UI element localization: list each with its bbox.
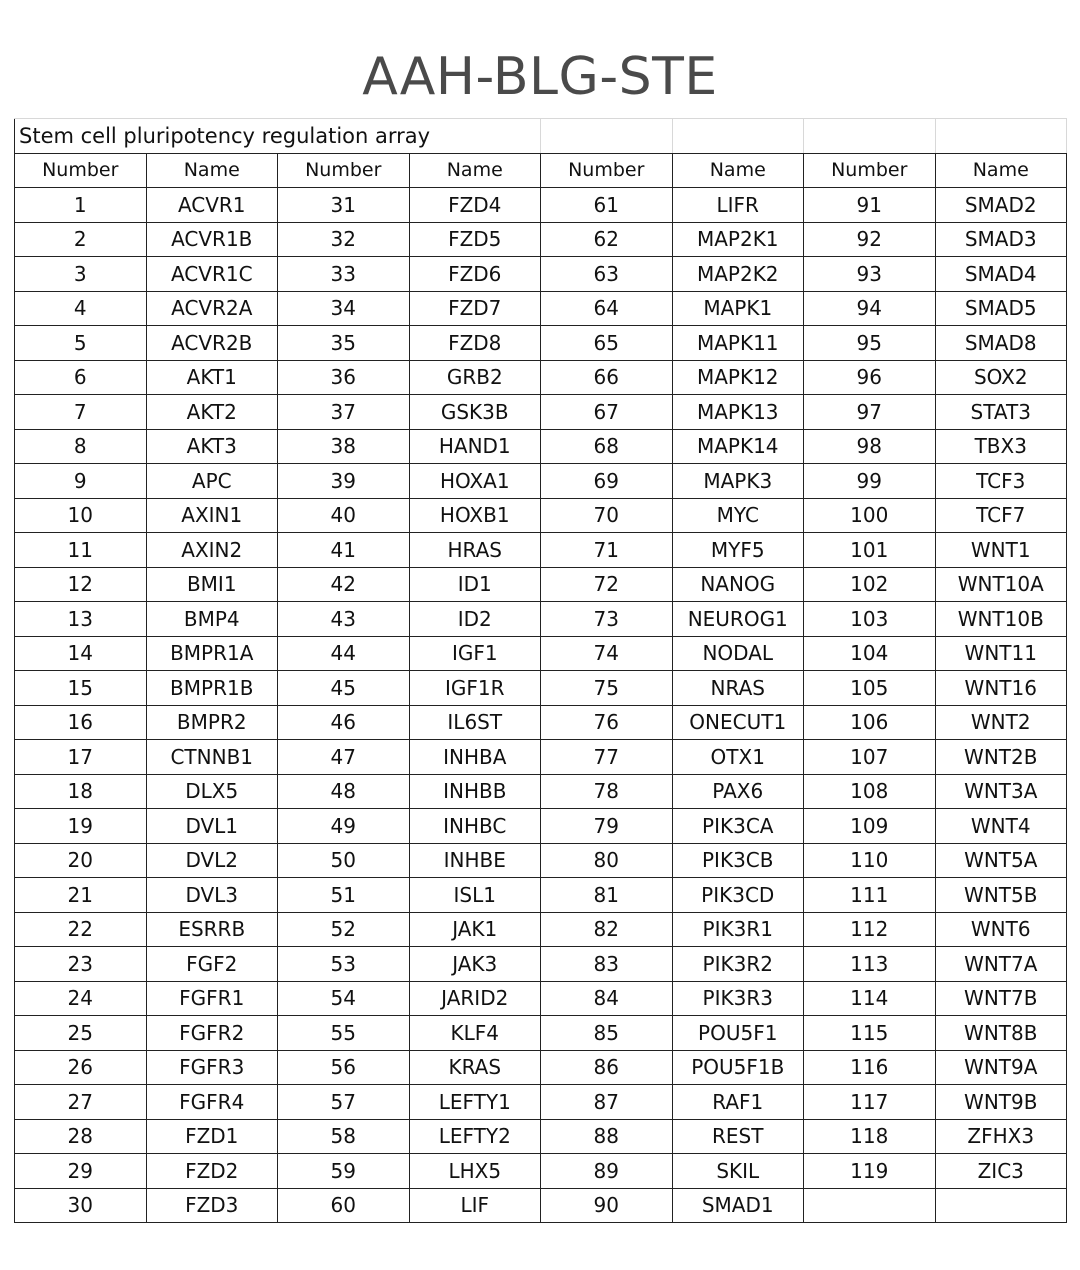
gene-name-cell: BMI1 (146, 567, 278, 602)
number-cell: 28 (15, 1119, 147, 1154)
gene-name-cell: IGF1R (409, 671, 541, 706)
number-cell: 58 (278, 1119, 410, 1154)
gene-name-cell: IGF1 (409, 636, 541, 671)
gene-name-cell: AKT1 (146, 360, 278, 395)
gene-name-cell: ID1 (409, 567, 541, 602)
gene-name-cell: FGF2 (146, 947, 278, 982)
number-cell: 80 (541, 843, 673, 878)
number-cell: 3 (15, 257, 147, 292)
number-cell: 54 (278, 981, 410, 1016)
number-cell: 84 (541, 981, 673, 1016)
number-cell: 10 (15, 498, 147, 533)
table-row (15, 1154, 1067, 1189)
gene-name-cell: SMAD5 (935, 291, 1067, 326)
gene-name-cell: ESRRB (146, 912, 278, 947)
number-cell: 15 (15, 671, 147, 706)
gene-name-cell: INHBA (409, 740, 541, 775)
number-cell: 73 (541, 602, 673, 637)
number-cell: 66 (541, 360, 673, 395)
number-cell: 1 (15, 188, 147, 223)
gene-name-cell: ACVR1B (146, 222, 278, 257)
gene-name-cell: MAPK11 (672, 326, 804, 361)
number-cell: 51 (278, 878, 410, 913)
table-row (15, 395, 1067, 430)
gene-name-cell: SKIL (672, 1154, 804, 1189)
gene-name-cell: CTNNB1 (146, 740, 278, 775)
number-cell: 48 (278, 774, 410, 809)
gene-name-cell: FZD1 (146, 1119, 278, 1154)
gene-name-cell: WNT2B (935, 740, 1067, 775)
column-header: Number (541, 153, 673, 188)
gene-name-cell: WNT5B (935, 878, 1067, 913)
table-row (15, 740, 1067, 775)
number-cell: 90 (541, 1188, 673, 1223)
gene-name-cell: WNT11 (935, 636, 1067, 671)
gene-name-cell: FGFR2 (146, 1016, 278, 1051)
number-cell: 96 (804, 360, 936, 395)
number-cell: 38 (278, 429, 410, 464)
number-cell: 104 (804, 636, 936, 671)
number-cell: 40 (278, 498, 410, 533)
table-row (15, 878, 1067, 913)
gene-name-cell: HOXA1 (409, 464, 541, 499)
number-cell: 117 (804, 1085, 936, 1120)
gene-name-cell: AKT3 (146, 429, 278, 464)
gene-name-cell: WNT1 (935, 533, 1067, 568)
number-cell: 18 (15, 774, 147, 809)
gene-name-cell: ZFHX3 (935, 1119, 1067, 1154)
gene-name-cell: LEFTY2 (409, 1119, 541, 1154)
number-cell: 7 (15, 395, 147, 430)
table-row (15, 602, 1067, 637)
gene-name-cell: STAT3 (935, 395, 1067, 430)
table-row (15, 705, 1067, 740)
gene-name-cell: MAPK13 (672, 395, 804, 430)
number-cell: 72 (541, 567, 673, 602)
gene-name-cell: WNT7B (935, 981, 1067, 1016)
gene-name-cell: PIK3R3 (672, 981, 804, 1016)
number-cell: 25 (15, 1016, 147, 1051)
table-row (15, 464, 1067, 499)
gene-name-cell: LIF (409, 1188, 541, 1223)
gene-name-cell: KRAS (409, 1050, 541, 1085)
table-row (15, 809, 1067, 844)
gene-name-cell: MAPK1 (672, 291, 804, 326)
gene-name-cell: PIK3CD (672, 878, 804, 913)
number-cell: 116 (804, 1050, 936, 1085)
number-cell: 17 (15, 740, 147, 775)
number-cell: 97 (804, 395, 936, 430)
number-cell: 76 (541, 705, 673, 740)
table-row (15, 567, 1067, 602)
number-cell: 100 (804, 498, 936, 533)
gene-name-cell: SMAD4 (935, 257, 1067, 292)
number-cell: 9 (15, 464, 147, 499)
caption-row (15, 119, 1067, 154)
gene-name-cell: HOXB1 (409, 498, 541, 533)
number-cell: 94 (804, 291, 936, 326)
table-caption: Stem cell pluripotency regulation array (15, 119, 541, 154)
number-cell: 61 (541, 188, 673, 223)
number-cell: 115 (804, 1016, 936, 1051)
column-header: Name (409, 153, 541, 188)
number-cell: 45 (278, 671, 410, 706)
column-header: Number (15, 153, 147, 188)
table-row (15, 1085, 1067, 1120)
gene-name-cell: FZD4 (409, 188, 541, 223)
page-title: AAH-BLG-STE (362, 47, 718, 107)
gene-name-cell: PIK3CB (672, 843, 804, 878)
number-cell: 77 (541, 740, 673, 775)
gene-name-cell: WNT10A (935, 567, 1067, 602)
gene-name-cell: WNT9B (935, 1085, 1067, 1120)
gene-name-cell: FZD5 (409, 222, 541, 257)
number-cell: 35 (278, 326, 410, 361)
gene-name-cell: FZD6 (409, 257, 541, 292)
gene-name-cell: PAX6 (672, 774, 804, 809)
number-cell: 60 (278, 1188, 410, 1223)
table-row (15, 1188, 1067, 1223)
number-cell: 78 (541, 774, 673, 809)
number-cell: 55 (278, 1016, 410, 1051)
number-cell: 109 (804, 809, 936, 844)
table-row (15, 188, 1067, 223)
gene-name-cell: NODAL (672, 636, 804, 671)
number-cell: 99 (804, 464, 936, 499)
gene-name-cell: NRAS (672, 671, 804, 706)
number-cell: 11 (15, 533, 147, 568)
gene-name-cell: ID2 (409, 602, 541, 637)
gene-name-cell: PIK3R1 (672, 912, 804, 947)
gene-name-cell: WNT5A (935, 843, 1067, 878)
table-row (15, 1119, 1067, 1154)
gene-name-cell: WNT16 (935, 671, 1067, 706)
number-cell: 68 (541, 429, 673, 464)
gene-name-cell: LIFR (672, 188, 804, 223)
number-cell: 62 (541, 222, 673, 257)
gene-name-cell: FZD7 (409, 291, 541, 326)
gene-name-cell: LEFTY1 (409, 1085, 541, 1120)
number-cell: 39 (278, 464, 410, 499)
gene-name-cell: IL6ST (409, 705, 541, 740)
gene-name-cell: PIK3R2 (672, 947, 804, 982)
gene-name-cell: BMPR1B (146, 671, 278, 706)
number-cell: 13 (15, 602, 147, 637)
number-cell: 101 (804, 533, 936, 568)
table-row (15, 360, 1067, 395)
number-cell: 79 (541, 809, 673, 844)
number-cell: 29 (15, 1154, 147, 1189)
gene-name-cell: PIK3CA (672, 809, 804, 844)
number-cell: 75 (541, 671, 673, 706)
column-header: Number (804, 153, 936, 188)
gene-name-cell: GSK3B (409, 395, 541, 430)
gene-name-cell: WNT6 (935, 912, 1067, 947)
table-row (15, 498, 1067, 533)
column-header: Name (935, 153, 1067, 188)
number-cell: 34 (278, 291, 410, 326)
number-cell: 47 (278, 740, 410, 775)
gene-name-cell: DVL1 (146, 809, 278, 844)
gene-name-cell: FZD2 (146, 1154, 278, 1189)
number-cell: 83 (541, 947, 673, 982)
number-cell: 67 (541, 395, 673, 430)
gene-name-cell: JAK3 (409, 947, 541, 982)
gene-name-cell: HAND1 (409, 429, 541, 464)
empty-cell (935, 119, 1067, 154)
gene-name-cell: ACVR1C (146, 257, 278, 292)
gene-name-cell: AXIN1 (146, 498, 278, 533)
number-cell: 102 (804, 567, 936, 602)
gene-name-cell (935, 1188, 1067, 1223)
gene-name-cell: MAPK14 (672, 429, 804, 464)
gene-name-cell: FGFR3 (146, 1050, 278, 1085)
table-row (15, 257, 1067, 292)
number-cell: 92 (804, 222, 936, 257)
gene-name-cell: DVL3 (146, 878, 278, 913)
table-body (15, 119, 1067, 1223)
number-cell: 36 (278, 360, 410, 395)
number-cell: 69 (541, 464, 673, 499)
gene-name-cell: WNT10B (935, 602, 1067, 637)
number-cell: 56 (278, 1050, 410, 1085)
number-cell: 91 (804, 188, 936, 223)
number-cell: 42 (278, 567, 410, 602)
gene-name-cell: POU5F1B (672, 1050, 804, 1085)
gene-name-cell: SMAD2 (935, 188, 1067, 223)
number-cell: 85 (541, 1016, 673, 1051)
number-cell: 23 (15, 947, 147, 982)
number-cell: 88 (541, 1119, 673, 1154)
number-cell: 20 (15, 843, 147, 878)
number-cell: 33 (278, 257, 410, 292)
gene-name-cell: MAPK3 (672, 464, 804, 499)
number-cell: 37 (278, 395, 410, 430)
number-cell: 81 (541, 878, 673, 913)
gene-name-cell: WNT9A (935, 1050, 1067, 1085)
gene-name-cell: AKT2 (146, 395, 278, 430)
gene-name-cell: FGFR1 (146, 981, 278, 1016)
gene-array-table (14, 118, 1067, 1223)
table-row (15, 981, 1067, 1016)
number-cell: 110 (804, 843, 936, 878)
number-cell: 43 (278, 602, 410, 637)
gene-name-cell: SMAD3 (935, 222, 1067, 257)
number-cell: 86 (541, 1050, 673, 1085)
number-cell: 65 (541, 326, 673, 361)
column-header: Number (278, 153, 410, 188)
number-cell: 93 (804, 257, 936, 292)
number-cell: 32 (278, 222, 410, 257)
number-cell: 98 (804, 429, 936, 464)
number-cell: 89 (541, 1154, 673, 1189)
gene-name-cell: REST (672, 1119, 804, 1154)
number-cell: 74 (541, 636, 673, 671)
table-row (15, 843, 1067, 878)
gene-name-cell: RAF1 (672, 1085, 804, 1120)
gene-name-cell: LHX5 (409, 1154, 541, 1189)
number-cell: 108 (804, 774, 936, 809)
number-cell: 2 (15, 222, 147, 257)
number-cell: 31 (278, 188, 410, 223)
gene-name-cell: MAP2K2 (672, 257, 804, 292)
column-header: Name (146, 153, 278, 188)
table-row (15, 1050, 1067, 1085)
gene-name-cell: WNT3A (935, 774, 1067, 809)
number-cell: 87 (541, 1085, 673, 1120)
number-cell: 21 (15, 878, 147, 913)
number-cell: 26 (15, 1050, 147, 1085)
number-cell: 113 (804, 947, 936, 982)
number-cell: 70 (541, 498, 673, 533)
gene-name-cell: WNT8B (935, 1016, 1067, 1051)
gene-name-cell: INHBB (409, 774, 541, 809)
gene-name-cell: SMAD8 (935, 326, 1067, 361)
gene-name-cell: POU5F1 (672, 1016, 804, 1051)
number-cell: 59 (278, 1154, 410, 1189)
number-cell: 46 (278, 705, 410, 740)
number-cell: 57 (278, 1085, 410, 1120)
number-cell: 44 (278, 636, 410, 671)
empty-cell (804, 119, 936, 154)
number-cell: 107 (804, 740, 936, 775)
gene-name-cell: APC (146, 464, 278, 499)
gene-name-cell: SOX2 (935, 360, 1067, 395)
number-cell: 41 (278, 533, 410, 568)
gene-name-cell: ISL1 (409, 878, 541, 913)
gene-name-cell: MYC (672, 498, 804, 533)
number-cell: 6 (15, 360, 147, 395)
gene-name-cell: ACVR1 (146, 188, 278, 223)
number-cell: 71 (541, 533, 673, 568)
number-cell: 5 (15, 326, 147, 361)
table-row (15, 291, 1067, 326)
gene-name-cell: MAP2K1 (672, 222, 804, 257)
gene-name-cell: WNT2 (935, 705, 1067, 740)
number-cell: 50 (278, 843, 410, 878)
number-cell: 8 (15, 429, 147, 464)
number-cell: 22 (15, 912, 147, 947)
gene-name-cell: BMPR1A (146, 636, 278, 671)
table-row (15, 222, 1067, 257)
number-cell: 53 (278, 947, 410, 982)
number-cell: 27 (15, 1085, 147, 1120)
gene-name-cell: TCF7 (935, 498, 1067, 533)
number-cell: 16 (15, 705, 147, 740)
number-cell: 82 (541, 912, 673, 947)
number-cell: 106 (804, 705, 936, 740)
gene-name-cell: JARID2 (409, 981, 541, 1016)
gene-name-cell: HRAS (409, 533, 541, 568)
gene-name-cell: MAPK12 (672, 360, 804, 395)
gene-name-cell: DVL2 (146, 843, 278, 878)
gene-name-cell: ONECUT1 (672, 705, 804, 740)
number-cell: 103 (804, 602, 936, 637)
gene-name-cell: NEUROG1 (672, 602, 804, 637)
gene-name-cell: TCF3 (935, 464, 1067, 499)
gene-name-cell: SMAD1 (672, 1188, 804, 1223)
gene-name-cell: KLF4 (409, 1016, 541, 1051)
table-row (15, 1016, 1067, 1051)
number-cell: 14 (15, 636, 147, 671)
number-cell: 119 (804, 1154, 936, 1189)
number-cell: 111 (804, 878, 936, 913)
gene-name-cell: WNT7A (935, 947, 1067, 982)
gene-name-cell: ZIC3 (935, 1154, 1067, 1189)
table-row (15, 671, 1067, 706)
number-cell: 118 (804, 1119, 936, 1154)
gene-name-cell: ACVR2B (146, 326, 278, 361)
number-cell: 4 (15, 291, 147, 326)
gene-name-cell: BMP4 (146, 602, 278, 637)
number-cell: 112 (804, 912, 936, 947)
number-cell: 24 (15, 981, 147, 1016)
gene-name-cell: FZD8 (409, 326, 541, 361)
table-row (15, 429, 1067, 464)
number-cell: 63 (541, 257, 673, 292)
empty-cell (541, 119, 673, 154)
gene-name-cell: WNT4 (935, 809, 1067, 844)
number-cell: 95 (804, 326, 936, 361)
number-cell: 52 (278, 912, 410, 947)
gene-name-cell: AXIN2 (146, 533, 278, 568)
number-cell: 114 (804, 981, 936, 1016)
gene-name-cell: GRB2 (409, 360, 541, 395)
gene-name-cell: INHBE (409, 843, 541, 878)
empty-cell (672, 119, 804, 154)
number-cell: 105 (804, 671, 936, 706)
header-row (15, 153, 1067, 188)
number-cell (804, 1188, 936, 1223)
number-cell: 64 (541, 291, 673, 326)
gene-name-cell: NANOG (672, 567, 804, 602)
gene-name-cell: MYF5 (672, 533, 804, 568)
table-row (15, 636, 1067, 671)
column-header: Name (672, 153, 804, 188)
table-row (15, 774, 1067, 809)
table-row (15, 912, 1067, 947)
gene-name-cell: BMPR2 (146, 705, 278, 740)
gene-name-cell: FZD3 (146, 1188, 278, 1223)
table-row (15, 326, 1067, 361)
gene-name-cell: ACVR2A (146, 291, 278, 326)
gene-name-cell: OTX1 (672, 740, 804, 775)
number-cell: 49 (278, 809, 410, 844)
gene-name-cell: DLX5 (146, 774, 278, 809)
number-cell: 12 (15, 567, 147, 602)
number-cell: 19 (15, 809, 147, 844)
number-cell: 30 (15, 1188, 147, 1223)
gene-name-cell: JAK1 (409, 912, 541, 947)
table-row (15, 947, 1067, 982)
gene-name-cell: INHBC (409, 809, 541, 844)
gene-name-cell: FGFR4 (146, 1085, 278, 1120)
table-row (15, 533, 1067, 568)
gene-name-cell: TBX3 (935, 429, 1067, 464)
